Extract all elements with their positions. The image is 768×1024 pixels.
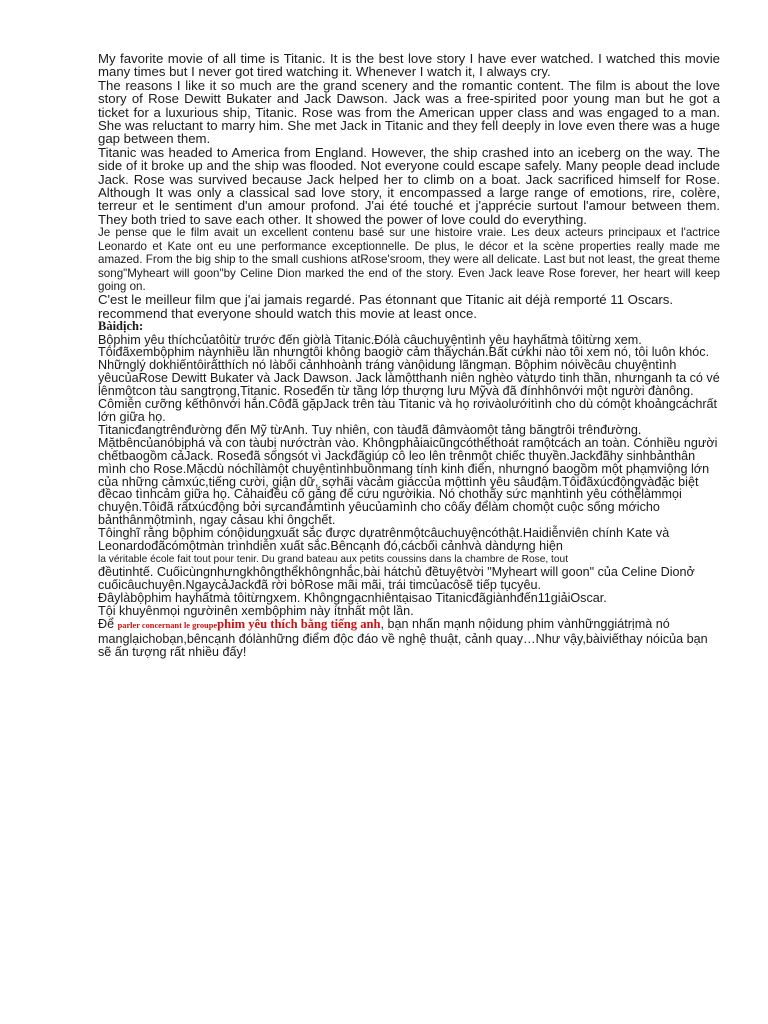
closing-paragraph [98,618,720,659]
vietnamese-paragraph-4: Tôinghĩ rằng bộphim cónộidungxuất sắc được dựatrênmộtcâuchuyệncóthật.Haidiễnviên chính Kate và Leonardođãcómộtmàn trìnhdiễn xuất sắc.Bêncạnh đó,cácbối cảnhvà dàndựng hiện [98,526,670,554]
closing-rest: , bạn nhấn mạnh nộidung phim vànhữnggiátrịmà nó manglạichobạn,bêncạnh đólànhững điểm độc đáo về nghệ thuật, cảnh quay…Như vậy,bàiviếthay nóicủa bạn sẽ ấn tượng rất nhiều đấy! [98,616,708,659]
english-paragraph-2: The reasons I like it so much are the grand scenery and the romantic content. The film is about the love story of Rose Dewitt Bukater and Jack Dawson. Jack was a free-spirited poor young man but he got a ticket for a luxurious ship, Titanic. Rose was from the American upper class and was engaged to a man. She was reluctant to marry him. She met Jack in Titanic and they fell deeply in love even there was a huge gap between them. [98,77,720,147]
document-page [98,52,720,659]
closing-prefix: Để [98,616,118,631]
vietnamese-tail-2: Đâylàbộphim hayhấtmà tôitừngxem. Khôngngạcnhiêntạisao Titanicđãgiànhđến11giảiOscar. [98,591,607,606]
closing-red-keyword: phim yêu thích bằng tiếng anh [217,616,381,631]
french-small-line: la véritable école fait tout pour tenir. Du grand bateau aux petits coussins dans la chambre de Rose, tout [98,553,569,565]
translation-heading: Bàidịch: [98,319,144,334]
vietnamese-paragraph-2: Nhữnglý dokhiếntôirấtthích nó làbối cảnhhoành tráng vànộidung lãngmạn. Bộphim nóivềcâu chuyệntình yêucủaRose Dewitt Bukater và Jack Dawson. Jack làmộtthanh niên nghèo vàtựdo tinh thần, nhưnganh ta có vé lênmộtcon tàu sangtrọng,Titanic. Roseđến từ tầng lớp thượng lưu Mỹvà đã đínhhônvới một người đànông. Cômiễn cưỡng kếthônvới hắn.Côđã gặpJack trên tàu Titanic và họ rơivàolướitình cho dù cómột khoảngcáchrất lớn giữa họ. [98,358,720,424]
french-paragraph: Je pense que le film avait un excellent contenu basé sur une histoire vraie. Les deux acteurs principaux et l'actrice Leonardo et Kate ont eu une performance exceptionnelle. De plus, le décor et la scène properties really made me amazed. From the big ship to the small cushions atRose'sroom, they were all delicate. Last but not least, the great theme song"Myheart will goon"by Celine Dion marked the end of the story. Even Jack leave Rose forever, her heart will keep going on. [98,226,720,293]
closing-red-small: parler concernant le groupe [117,620,218,630]
english-paragraph-1: My favorite movie of all time is Titanic. It is the best love story I have ever watched. I watched this movie many times but I never got tired watching it. Whenever I watch it, I always cry. [98,51,720,80]
english-paragraph-3: Titanic was headed to America from England. However, the ship crashed into an iceberg on the way. The side of it broke up and the ship was flooded. Not everyone could escape safely. Many people dead include Jack. Rose was survived because Jack helped her to climb on a boat. Jack sacrificed himself for Rose. Although It was only a classical sad love story, it encompassed a large range of emotions, rire, colère, terreur et le sentiment d'un amour profond. J'ai été touché et j'apprécie surtout l'amour between them. They both tried to save each other. It showed the power of love could do everything. [98,144,720,227]
vietnamese-tail-1: đềutinhtế. Cuốicùngnhưngkhôngthểkhôngnhắc,bài hátchủ đềtuyệtvời "Myheart will goon" của Celine Dionở cuốicâuchuyện.NgaycảJackđã rời bỏRose mãi mãi, trái timcủacôsẽ tiếp tụcyêu. [98,565,695,593]
vietnamese-tail-3: Tội khuyênmọi ngườinên xembộphim này ítnhất một lần. [98,604,414,619]
vietnamese-paragraph-3: Titanicđangtrênđường đến Mỹ từAnh. Tuy nhiên, con tàuđã đâmvàomột tảng băngtrôi trênđường. Mặtbêncủanóbịphá và con tàubị nướctràn vào. Khôngphảiaicũngcóthểthoát ramộtcách an toàn. Cónhiều người chếtbaogồm cảJack. Roseđã sốngsót vì Jackđãgiúp cô leo lên trênmột chiếc thuyền.Jackđãhy sinhbảnthân mình cho Rose.Mặcdù nóchỉlàmột chuyệntìnhbuồnmang tính kinh điển, nhưngnó baogồm một phạmviộng lớn của những cảmxúc,tiếng cười, giận dữ, sợhãi vàcảm giáccủa mộttình yêu sâuđậm.Tôiđãxúcđộngvàđặc biệt đềcao tìnhcảm giữa họ. Cảhaiđều cố gắng để cứu ngườikia. Nó chothấy sức mạnhtình yêu cóthểlàmmọi chuyện.Tôiđã rấtxúcđộng bởi sựcanđảmtình yêucủamình cho côấy đểlàm chomột cuộc sống mớicho bảnthânmộtmình, ngay cảsau khi ôngchết. [98,422,718,528]
vietnamese-paragraph-1: Bộphim yêu thíchcủatôitừ trước đến giờlà Titanic.Đólà câuchuyệntình yêu hayhấtmà tôitừng xem. Tôiđãxembộphim nàynhiều lần nhưngtôi không baogiờ cảm thấychán.Bất cứkhi nào tôi xem nó, tôi luôn khóc. [98,332,710,360]
english-paragraph-end: C'est le meilleur film que j'ai jamais regardé. Pas étonnant que Titanic ait déjà remporté 11 Oscars. recommend that everyone should watch this movie at least once. [98,292,674,321]
